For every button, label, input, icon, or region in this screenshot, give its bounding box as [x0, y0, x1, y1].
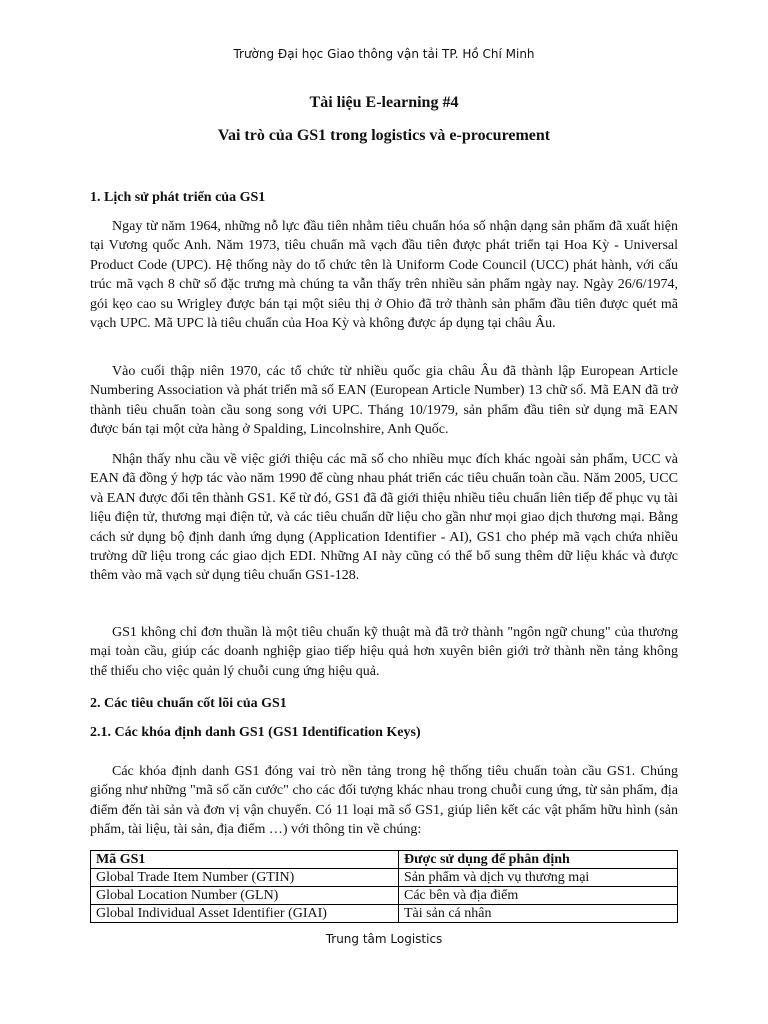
section-2-paragraph-1: Các khóa định danh GS1 đóng vai trò nền tảng trong hệ thống tiêu chuẩn toàn cầu GS1. Chúng giống như những "mã số căn cước" cho các đối tượng khác nhau trong chuỗi cung ứng, từ sản phẩm, địa điểm đến tài sản và đơn vị vận chuyển. Có 11 loại mã số GS1, giúp liên kết các vật phẩm hữu hình (sản phẩm, tài liệu, tài sản, địa điểm …) với thông tin về chúng:	[90, 764, 678, 838]
table-row	[91, 905, 678, 923]
table-row	[91, 887, 678, 905]
table-cell: Global Individual Asset Identifier (GIAI)	[91, 905, 399, 923]
table-cell: Tài sản cá nhân	[399, 905, 678, 923]
document-subtitle: Vai trò của GS1 trong logistics và e-procurement	[217, 127, 551, 144]
table-cell: Global Trade Item Number (GTIN)	[91, 869, 399, 887]
page-footer: Trung tâm Logistics	[325, 932, 443, 946]
section-1-heading: 1. Lịch sử phát triển của GS1	[90, 190, 266, 205]
document-title: Tài liệu E-learning #4	[309, 94, 459, 111]
table-header-cell: Mã GS1	[91, 851, 399, 869]
table-row	[91, 869, 678, 887]
page-header: Trường Đại học Giao thông vận tải TP. Hồ Chí Minh	[233, 47, 535, 61]
table-header-cell: Được sử dụng để phân định	[399, 851, 678, 869]
section-2-1-heading: 2.1. Các khóa định danh GS1 (GS1 Identification Keys)	[90, 725, 421, 740]
section-1-paragraph-3: Nhận thấy nhu cầu về việc giới thiệu các mã số cho nhiều mục đích khác ngoài sản phẩm, UCC và EAN đã đồng ý hợp tác vào năm 1990 để cùng nhau phát triển các tiêu chuẩn toàn cầu. Năm 2005, UCC và EAN được đổi tên thành GS1. Kể từ đó, GS1 đã đã giới thiệu nhiều tiêu chuẩn liên tiếp để phục vụ tài liệu điện tử, thương mại điện tử, và các tiêu chuẩn dữ liệu cho gần như mọi giao dịch thương mại. Bằng cách sử dụng bộ định danh ứng dụng (Application Identifier - AI), GS1 cho phép mã vạch chứa nhiều trường dữ liệu trong các giao dịch EDI. Những AI này cũng có thể bổ sung thêm dữ liệu khác và được thêm vào mã vạch sử dụng tiêu chuẩn GS1-128.	[90, 452, 678, 584]
table-cell: Các bên và địa điểm	[399, 887, 678, 905]
table-header-row	[91, 851, 678, 869]
section-1-paragraph-4: GS1 không chỉ đơn thuần là một tiêu chuẩn kỹ thuật mà đã trở thành "ngôn ngữ chung" của thương mại toàn cầu, giúp các doanh nghiệp giao tiếp hiệu quả hơn xuyên biên giới trở thành nền tảng không thể thiếu cho việc quản lý chuỗi cung ứng hiệu quả.	[90, 625, 678, 679]
section-2-heading: 2. Các tiêu chuẩn cốt lõi của GS1	[90, 696, 287, 711]
section-1-paragraph-2: Vào cuối thập niên 1970, các tổ chức từ nhiều quốc gia châu Âu đã thành lập European Article Numbering Association và phát triển mã số EAN (European Article Number) 13 chữ số. Mã EAN đã trở thành tiêu chuẩn toàn cầu song song với UPC. Tháng 10/1979, sản phẩm đầu tiên sử dụng mã EAN được bán tại một cửa hàng ở Spalding, Lincolnshire, Anh Quốc.	[90, 364, 678, 438]
gs1-keys-table	[90, 850, 678, 923]
table-cell: Sản phẩm và dịch vụ thương mại	[399, 869, 678, 887]
table-cell: Global Location Number (GLN)	[91, 887, 399, 905]
section-1-paragraph-1: Ngay từ năm 1964, những nỗ lực đầu tiên nhằm tiêu chuẩn hóa số nhận dạng sản phẩm đã xuất hiện tại Vương quốc Anh. Năm 1973, tiêu chuẩn mã vạch đầu tiên được phát triển tại Hoa Kỳ - Universal Product Code (UPC). Hệ thống này do tổ chức tên là Uniform Code Council (UCC) phát hành, với cấu trúc mã vạch 8 chữ số đặc trưng mà chúng ta vẫn thấy trên nhiều sản phẩm ngày nay. Ngày 26/6/1974, gói kẹo cao su Wrigley được bán tại một siêu thị ở Ohio đã trở thành sản phẩm đầu tiên được quét mã vạch UPC. Mã UPC là tiêu chuẩn của Hoa Kỳ và không được áp dụng tại châu Âu.	[90, 219, 678, 332]
